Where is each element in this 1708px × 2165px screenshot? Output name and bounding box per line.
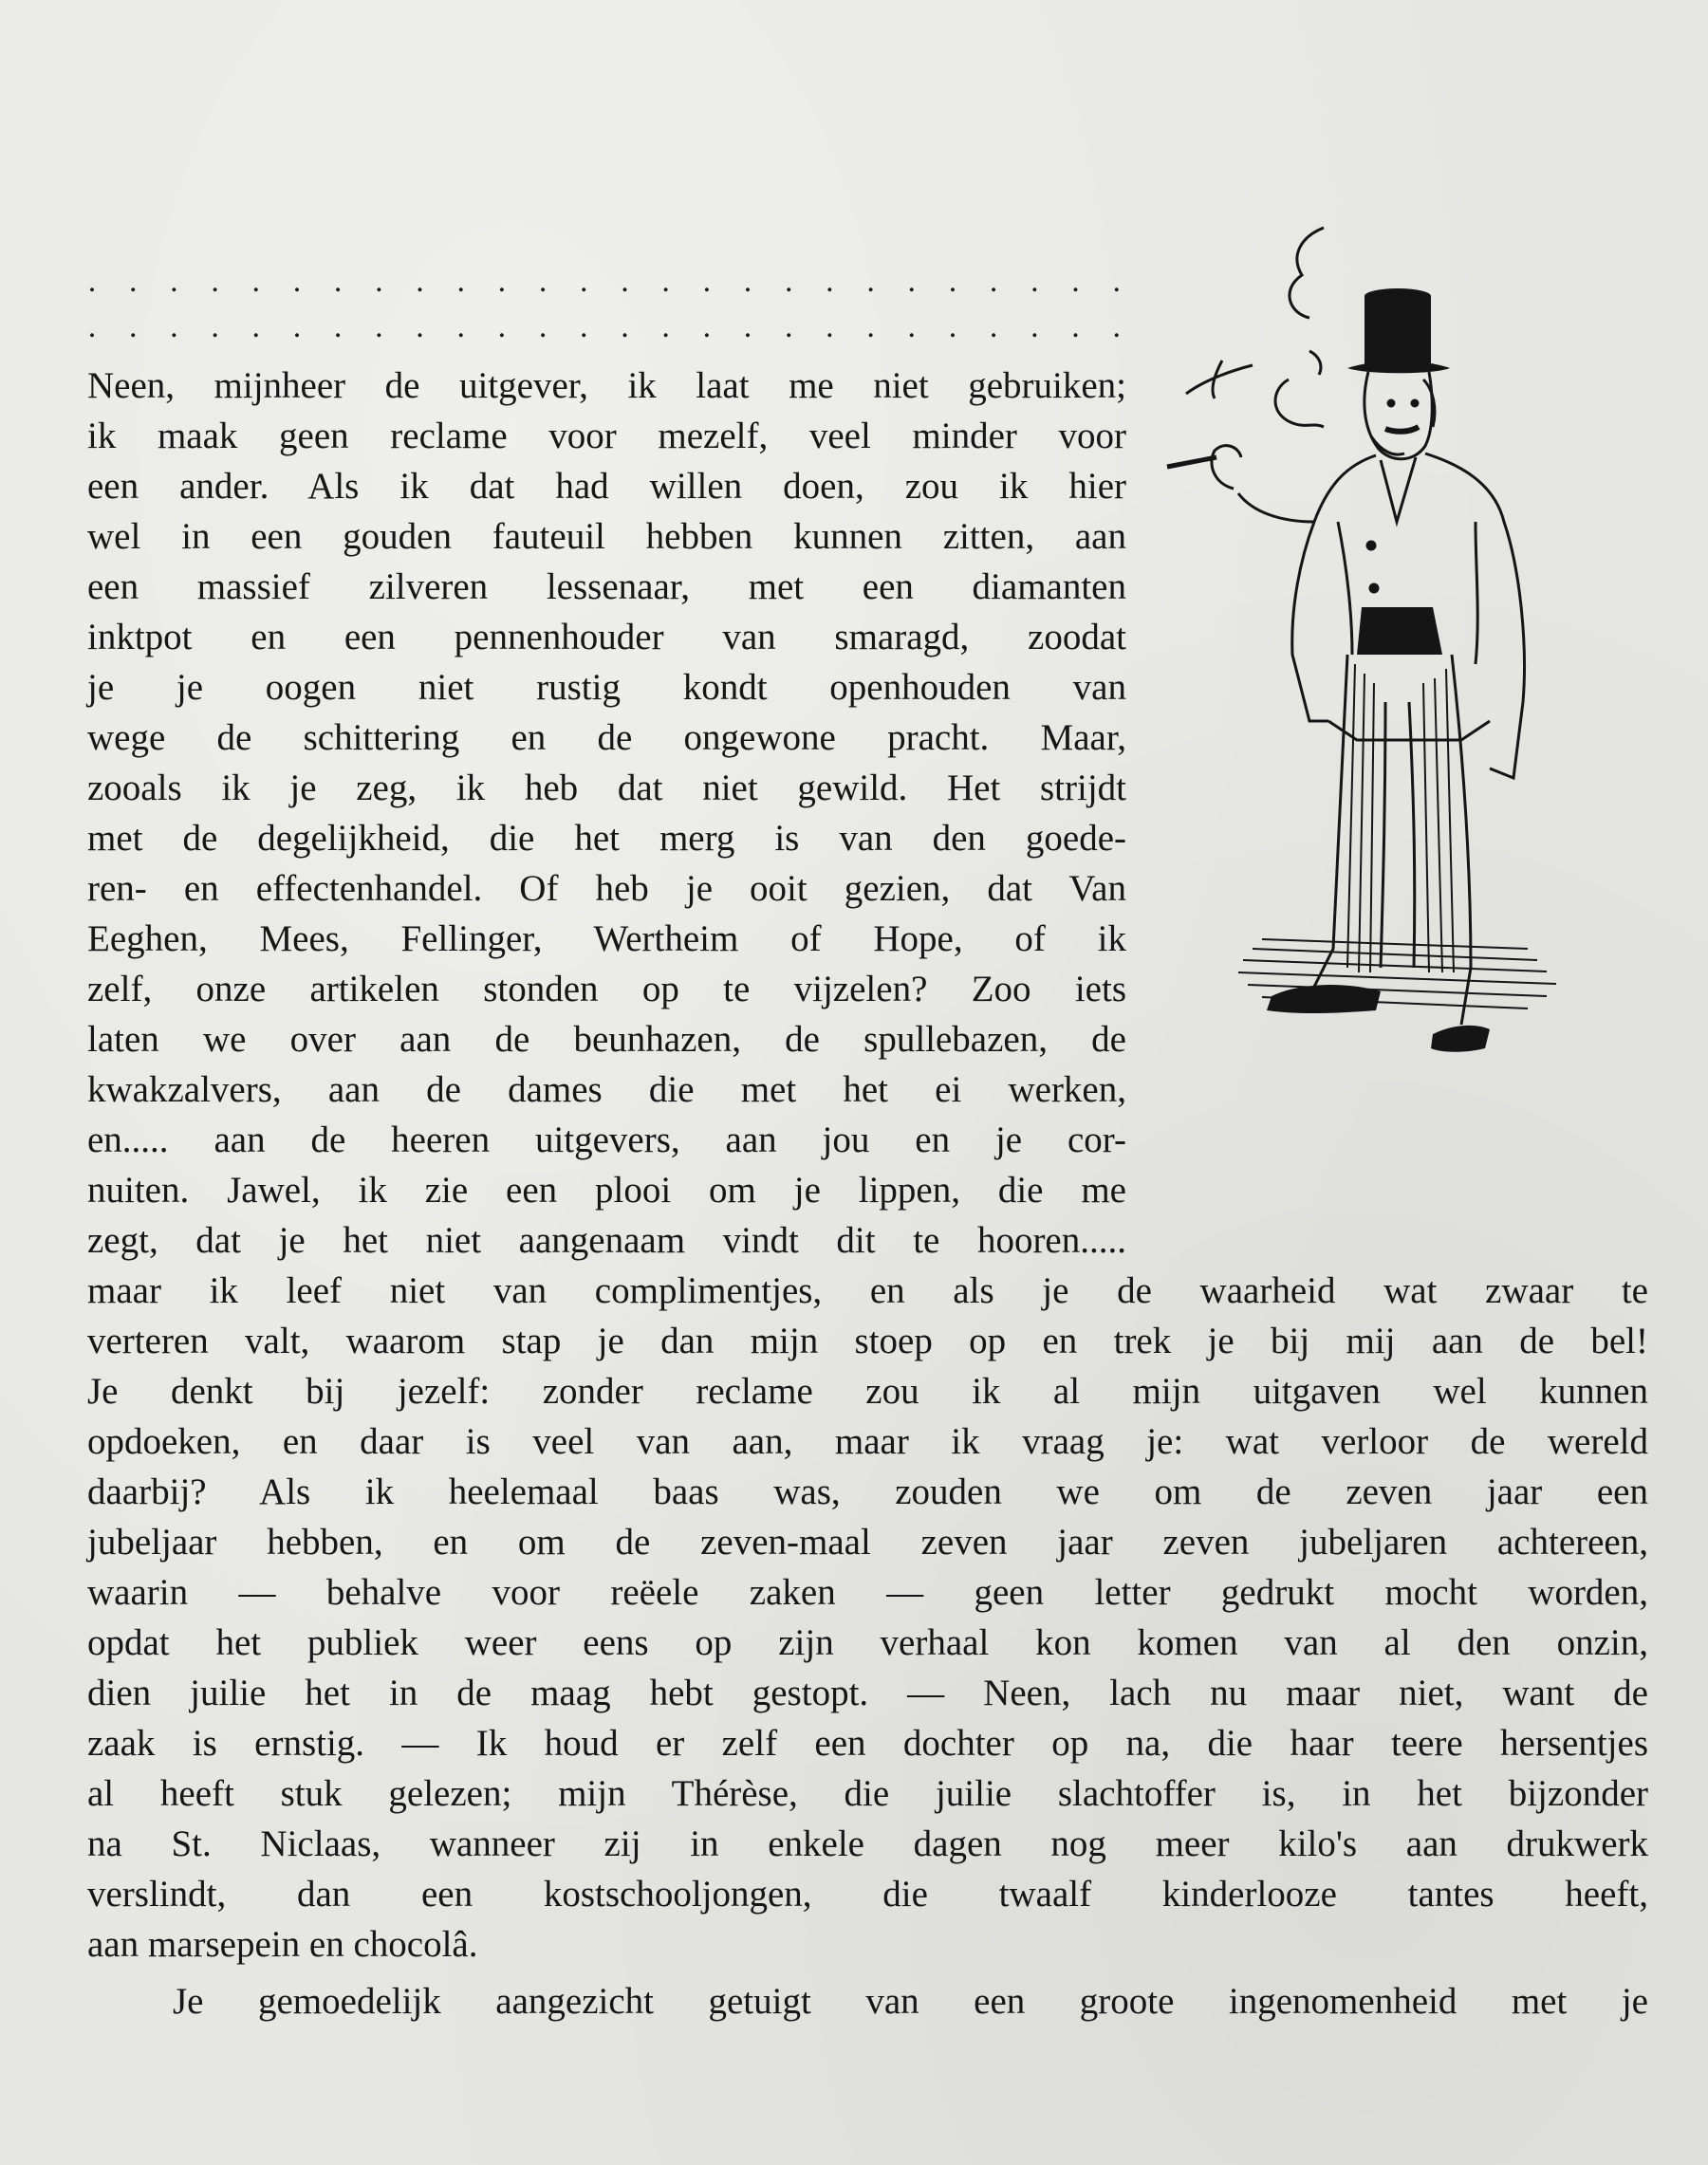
- dot: .: [211, 309, 219, 344]
- dot: .: [989, 264, 998, 299]
- dot: .: [784, 264, 793, 299]
- text-line: nuiten. Jawel, ik zie een plooi om je lippen, die me: [87, 1170, 1126, 1211]
- coat-icon: [1167, 446, 1524, 778]
- text-line: zooals ik je zeg, ik heb dat niet gewild. Het strijdt: [87, 768, 1126, 808]
- dot: .: [251, 309, 260, 344]
- dot: .: [907, 309, 916, 344]
- dot: .: [416, 264, 424, 299]
- text-line: kwakzalvers, aan de dames die met het ei werken,: [87, 1069, 1126, 1110]
- dot: .: [743, 264, 752, 299]
- text-line: dien juilie het in de maag hebt gestopt. — Neen, lach nu maar niet, want de: [87, 1673, 1648, 1713]
- text-line: wege de schittering en de ongewone pracht. Maar,: [87, 717, 1126, 758]
- dot: .: [661, 309, 670, 344]
- dot: .: [702, 309, 712, 344]
- dot: .: [333, 309, 343, 344]
- dot: .: [128, 309, 138, 344]
- dot: .: [1030, 264, 1039, 299]
- text-line: daarbij? Als ik heelemaal baas was, zouden we om de zeven jaar een: [87, 1471, 1648, 1512]
- text-line: inktpot en een pennenhouder van smaragd, zoodat: [87, 617, 1126, 657]
- text-line: na St. Niclaas, wanneer zij in enkele dagen nog meer kilo's aan drukwerk: [87, 1823, 1648, 1864]
- shoe-icon: [1267, 985, 1490, 1052]
- dot: .: [702, 264, 712, 299]
- dot: .: [333, 264, 343, 299]
- dot: .: [292, 309, 302, 344]
- dot: .: [866, 264, 875, 299]
- dot: .: [456, 264, 465, 299]
- text-line: ik maak geen reclame voor mezelf, veel minder voor: [87, 416, 1126, 456]
- gentleman-illustration: [1148, 209, 1661, 1214]
- ellipsis-row: [87, 311, 1122, 343]
- text-line: Neen, mijnheer de uitgever, ik laat me niet gebruiken;: [87, 365, 1126, 406]
- text-line: Eeghen, Mees, Fellinger, Wertheim of Hope, of ik: [87, 918, 1126, 959]
- dot: .: [128, 264, 138, 299]
- dot: .: [538, 309, 548, 344]
- dot: .: [621, 309, 629, 344]
- dot: .: [826, 309, 834, 344]
- vest-icon: [1357, 607, 1442, 655]
- ellipsis-row: [87, 266, 1122, 298]
- dot: .: [170, 309, 178, 344]
- dot: .: [580, 264, 588, 299]
- text-line: opdoeken, en daar is veel van aan, maar ik vraag je: wat verloor de wereld: [87, 1421, 1648, 1462]
- dot: .: [416, 309, 424, 344]
- dot: .: [87, 264, 97, 299]
- dot: .: [948, 264, 957, 299]
- dot: .: [1112, 309, 1121, 344]
- text-line: een ander. Als ik dat had willen doen, zou ik hier: [87, 466, 1126, 507]
- hat-icon: [1347, 288, 1450, 373]
- text-line: laten we over aan de beunhazen, de spullebazen, de: [87, 1019, 1126, 1060]
- dot: .: [1071, 309, 1080, 344]
- text-line: Je gemoedelijk aangezicht getuigt van een groote ingenomenheid met je: [173, 1981, 1648, 2022]
- text-line: zelf, onze artikelen stonden op te vijzelen? Zoo iets: [87, 969, 1126, 1009]
- text-line: maar ik leef niet van complimentjes, en als je de waarheid wat zwaar te: [87, 1270, 1648, 1311]
- dot: .: [948, 309, 957, 344]
- dot: .: [456, 309, 465, 344]
- text-line: je je oogen niet rustig kondt openhouden van: [87, 667, 1126, 708]
- text-line: al heeft stuk gelezen; mijn Thérèse, die juilie slachtoffer is, in het bijzonder: [87, 1773, 1648, 1814]
- dot: .: [784, 309, 793, 344]
- dot: .: [743, 309, 752, 344]
- dot: .: [1030, 309, 1039, 344]
- text-line: zaak is ernstig. — Ik houd er zelf een dochter op na, die haar teere hersentjes: [87, 1723, 1648, 1764]
- text-line: waarin — behalve voor reëele zaken — geen letter gedrukt mocht worden,: [87, 1572, 1648, 1613]
- text-line: verslindt, dan een kostschooljongen, die twaalf kinderlooze tantes heeft,: [87, 1874, 1648, 1915]
- dot: .: [538, 264, 548, 299]
- dot: .: [170, 264, 178, 299]
- text-line: verteren valt, waarom stap je dan mijn stoep op en trek je bij mij aan de bel!: [87, 1321, 1648, 1361]
- dot: .: [826, 264, 834, 299]
- text-line: aan marsepein en chocolâ.: [87, 1924, 478, 1965]
- text-line: een massief zilveren lessenaar, met een diamanten: [87, 566, 1126, 607]
- smoke-icon: [1186, 228, 1324, 427]
- dot: .: [292, 264, 302, 299]
- dot: .: [211, 264, 219, 299]
- dot: .: [87, 309, 97, 344]
- dot: .: [251, 264, 260, 299]
- dot: .: [497, 309, 507, 344]
- dot: .: [1112, 264, 1121, 299]
- trousers-icon: [1309, 655, 1471, 1025]
- dot: .: [497, 264, 507, 299]
- text-line: jubeljaar hebben, en om de zeven-maal zeven jaar zeven jubeljaren achtereen,: [87, 1522, 1648, 1563]
- text-line: Je denkt bij jezelf: zonder reclame zou ik al mijn uitgaven wel kunnen: [87, 1371, 1648, 1412]
- dot: .: [866, 309, 875, 344]
- text-line: ren- en effectenhandel. Of heb je ooit gezien, dat Van: [87, 868, 1126, 909]
- text-line: wel in een gouden fauteuil hebben kunnen zitten, aan: [87, 516, 1126, 557]
- dot: .: [580, 309, 588, 344]
- dot: .: [907, 264, 916, 299]
- dot: .: [621, 264, 629, 299]
- dot: .: [375, 309, 383, 344]
- text-line: met de degelijkheid, die het merg is van den goede-: [87, 818, 1126, 859]
- face-icon: [1365, 372, 1435, 459]
- text-line: zegt, dat je het niet aangenaam vindt dit te hooren.....: [87, 1220, 1126, 1261]
- text-line: opdat het publiek weer eens op zijn verhaal kon komen van al den onzin,: [87, 1622, 1648, 1663]
- dot: .: [1071, 264, 1080, 299]
- dot: .: [375, 264, 383, 299]
- text-line: en..... aan de heeren uitgevers, aan jou en je cor-: [87, 1120, 1126, 1160]
- dot: .: [661, 264, 670, 299]
- dot: .: [989, 309, 998, 344]
